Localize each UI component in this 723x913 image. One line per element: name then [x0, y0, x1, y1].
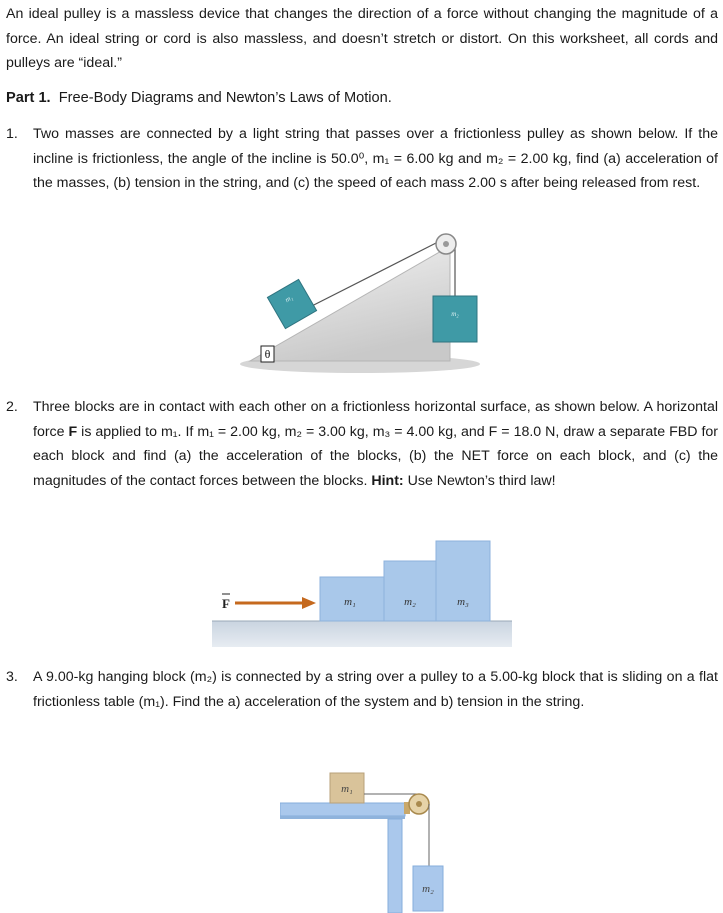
block-m1-label: m₁: [344, 596, 356, 608]
question-text: Two masses are connected by a light string that passes over a frictionless pulley as shown below. If the incline is frictionless, the angle of the incline is 50.0⁰, m₁ = 6.00 kg and m₂ = 2.00 kg, find (a) acceleration of the masses, (b) tension in the string, and (c) the speed of each mass 2.00 s after being released from rest.: [33, 126, 718, 192]
force-symbol-bold: F: [68, 423, 78, 440]
question-3: [6, 665, 718, 714]
block-m3-label: m₃: [457, 596, 469, 608]
horizontal-surface: [212, 621, 512, 647]
question-text-part-a: Three blocks are in contact with each other on a frictionless horizontal surface, as shown below. A horizontal force: [33, 399, 718, 440]
question-text: [33, 395, 718, 493]
block-m2: [433, 296, 477, 342]
question-text-part-b: is applied to m₁. If m₁ = 2.00 kg, m₂ = 3.00 kg, m₃ = 4.00 kg, and F = 18.0 N, draw a separate FBD for each block and find (a) the acceleration of the blocks, (b) the NET force on each block, and (c) the magnitudes of the contact forces between the blocks.: [33, 423, 719, 489]
hint-label: Hint:: [371, 472, 404, 489]
block-m2: [384, 561, 436, 621]
pulley-axle-icon: [416, 801, 422, 807]
block-m3: [436, 541, 490, 621]
three-blocks-figure: [210, 535, 520, 650]
part-heading: [6, 86, 392, 110]
table-top-edge: [280, 816, 405, 819]
question-text: A 9.00-kg hanging block (m₂) is connected by a string over a pulley to a 5.00-kg block that is sliding on a flat frictionless table (m₁). Find the a) acceleration of the system and b) tension in the string.: [33, 669, 718, 710]
force-label: F: [222, 596, 230, 611]
block-m2-label: m₂: [422, 883, 434, 895]
intro-paragraph: An ideal pulley is a massless device that changes the direction of a force without changing the magnitude of a force. An ideal string or cord is also massless, and doesn’t stretch or distort. On this worksheet, all cords and pulleys are “ideal.”: [6, 6, 718, 71]
table-pulley-figure: [280, 768, 450, 913]
question-number: 1.: [6, 126, 18, 142]
table-leg: [388, 819, 402, 913]
question-1: [6, 122, 718, 196]
pulley-axle-icon: [443, 241, 449, 247]
part-label: Part 1.: [6, 90, 51, 106]
block-m1-label: m₁: [341, 783, 353, 795]
block-m2-label: m₂: [404, 596, 416, 608]
block-m2-label: m₂: [451, 310, 459, 318]
table-top: [280, 803, 405, 816]
force-arrow-head-icon: [302, 597, 316, 609]
part-title: Free-Body Diagrams and Newton’s Laws of Motion.: [58, 90, 392, 106]
angle-theta-label: θ: [264, 347, 271, 361]
block-m1: [267, 279, 316, 328]
incline-pulley-figure: [230, 226, 480, 376]
hint-text: Use Newton’s third law!: [403, 472, 556, 489]
question-number: 3.: [6, 669, 18, 685]
block-m1-face: [267, 279, 316, 328]
question-2: [6, 395, 718, 493]
question-number: 2.: [6, 399, 18, 415]
block-m1-label: m₁: [283, 293, 295, 305]
